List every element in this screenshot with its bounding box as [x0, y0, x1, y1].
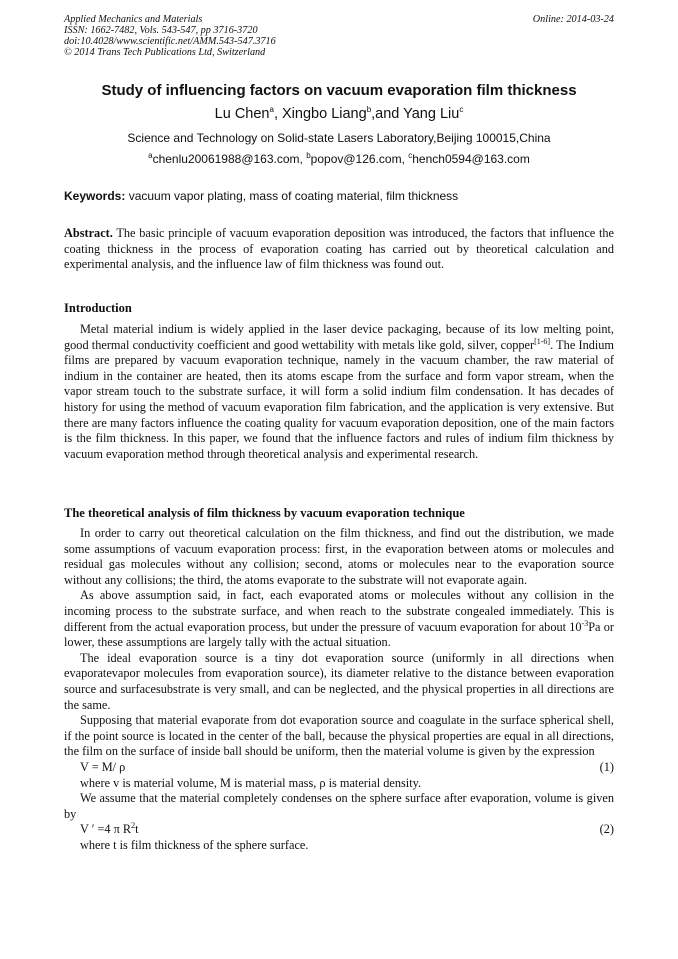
keywords [64, 189, 614, 203]
paragraph: The ideal evaporation source is a tiny dot evaporation source (uniformly in all directions when evaporatevapor molecules from evaporation source), its diameter relative to the distance between evaporation source and surfacesubstrate is very small, and can be neglected, and the physical properties in all directions are the same. [64, 650, 614, 712]
citation-ref[interactable]: [1-6] [534, 336, 551, 346]
paragraph: In order to carry out theoretical calculation on the film thickness, and find out the distribution, we made some assumptions of vacuum evaporation process: first, in the evaporation between atoms or molecules and residual gas molecules without any collision; second, atoms or molecules near to the evaporation source without any collisions; the third, the atoms evaporate to the substrate will not evaporate again. [64, 526, 614, 587]
paragraph [64, 588, 614, 650]
email-link[interactable]: chenlu20061988@163.com, [152, 152, 307, 166]
paragraph [64, 322, 614, 462]
journal-name: Applied Mechanics and Materials [64, 14, 203, 25]
copyright-line: © 2014 Trans Tech Publications Ltd, Switzerland [64, 47, 266, 58]
paragraph-text: As above assumption said, in fact, each evaporated atoms or molecules without any collision in the incoming process to the substrate surface, and when reach to the substrate congealed immediately. This is different from the actual evaporation process, but under the pressure of vacuum evaporation for about 10 [64, 588, 614, 634]
equation-text: t [135, 822, 139, 837]
affiliation: Science and Technology on Solid-state Lasers Laboratory,Beijing 100015,China [127, 131, 551, 145]
author-separator: , [273, 106, 283, 122]
doi-line: doi:10.4028/www.scientific.net/AMM.543-547.3716 [64, 36, 276, 47]
section-heading-introduction: Introduction [64, 301, 132, 315]
keywords-label: Keywords: [64, 189, 126, 203]
author-name: Yang Liu [403, 106, 460, 122]
email-link[interactable]: popov@126.com, [310, 152, 409, 166]
author-affil-mark: c [459, 105, 464, 115]
paragraph-text: Metal material indium is widely applied in the laser device packaging, because of its low melting point, good thermal conductivity coefficient and good wettability with metals like gold, silver, copper [64, 322, 614, 352]
email-mark: b [306, 151, 311, 160]
paragraph-text: Pa or lower, these assumptions are largely tally with the actual situation. [64, 619, 614, 650]
paragraph: where v is material volume, M is material mass, ρ is material density. [80, 775, 422, 790]
introduction-section [64, 322, 614, 462]
author-list [64, 106, 614, 122]
paragraph: We assume that the material completely condenses on the sphere surface after evaporation, volume is given by [64, 791, 614, 821]
email-mark: a [148, 151, 153, 160]
author-emails [40, 152, 638, 166]
issn-line: ISSN: 1662-7482, Vols. 543-547, pp 3716-3720 [64, 25, 258, 36]
exponent: 2 [131, 821, 136, 831]
online-date: Online: 2014-03-24 [532, 14, 614, 25]
journal-header [64, 14, 614, 58]
equation-text: V ′ =4 π R [80, 822, 132, 837]
exponent: -3 [581, 618, 589, 628]
equation-number: (1) [599, 759, 614, 774]
paragraph-text: . The Indium films are prepared by vacuum evaporation technique, namely in the vacuum chamber, the raw material of indium in the container are heated, then its atoms escape from the surface and form vapor stream, when the vapor stream touch to the substrate surface, it will form a solid indium film condensation. It has decades of history for using the method of vacuum evaporation film fabrication, and the application is very extensive. But there are many factors influence the coating quality for vacuum evaporation deposition, one of the main factors is the film thickness. In this paper, we found that the influence factors and rules of indium film thickness by vacuum evaporation method through theoretical analysis and experimental research. [64, 337, 614, 461]
author-separator: ,and [371, 106, 404, 122]
abstract-label: Abstract. [64, 226, 113, 240]
equation-number: (2) [599, 822, 614, 837]
paper-title: Study of influencing factors on vacuum evaporation film thickness [101, 82, 577, 99]
abstract-paragraph [64, 226, 614, 273]
abstract-text: The basic principle of vacuum evaporation deposition was introduced, the factors that influence the coating thickness in the process of evaporation coating has carried out by theoretical calculation and experimental analysis, and the influence law of film thickness was found out. [64, 226, 614, 272]
equation-2 [64, 822, 614, 838]
paragraph: where t is film thickness of the sphere surface. [80, 837, 309, 852]
equation-text: V = M/ ρ [80, 759, 126, 774]
email-mark: c [408, 151, 413, 160]
author-affil-mark: a [269, 105, 274, 115]
author-affil-mark: b [366, 105, 372, 115]
equation-1 [64, 760, 614, 776]
author-name: Xingbo Liang [282, 106, 367, 122]
author-name: Lu Chen [214, 106, 270, 122]
section-heading-theory: The theoretical analysis of film thickness by vacuum evaporation technique [64, 506, 465, 520]
theory-section [64, 526, 614, 853]
email-link[interactable]: hench0594@163.com [412, 152, 530, 166]
abstract [64, 226, 614, 273]
keywords-text: vacuum vapor plating, mass of coating material, film thickness [125, 189, 459, 203]
paragraph: Supposing that material evaporate from dot evaporation source and coagulate in the surface spherical shell, if the point source is located in the center of the ball, because the physical properties are equal in all directions, the film on the surface of inside ball should be uniform, then the material volume is given by the expression [64, 713, 614, 759]
